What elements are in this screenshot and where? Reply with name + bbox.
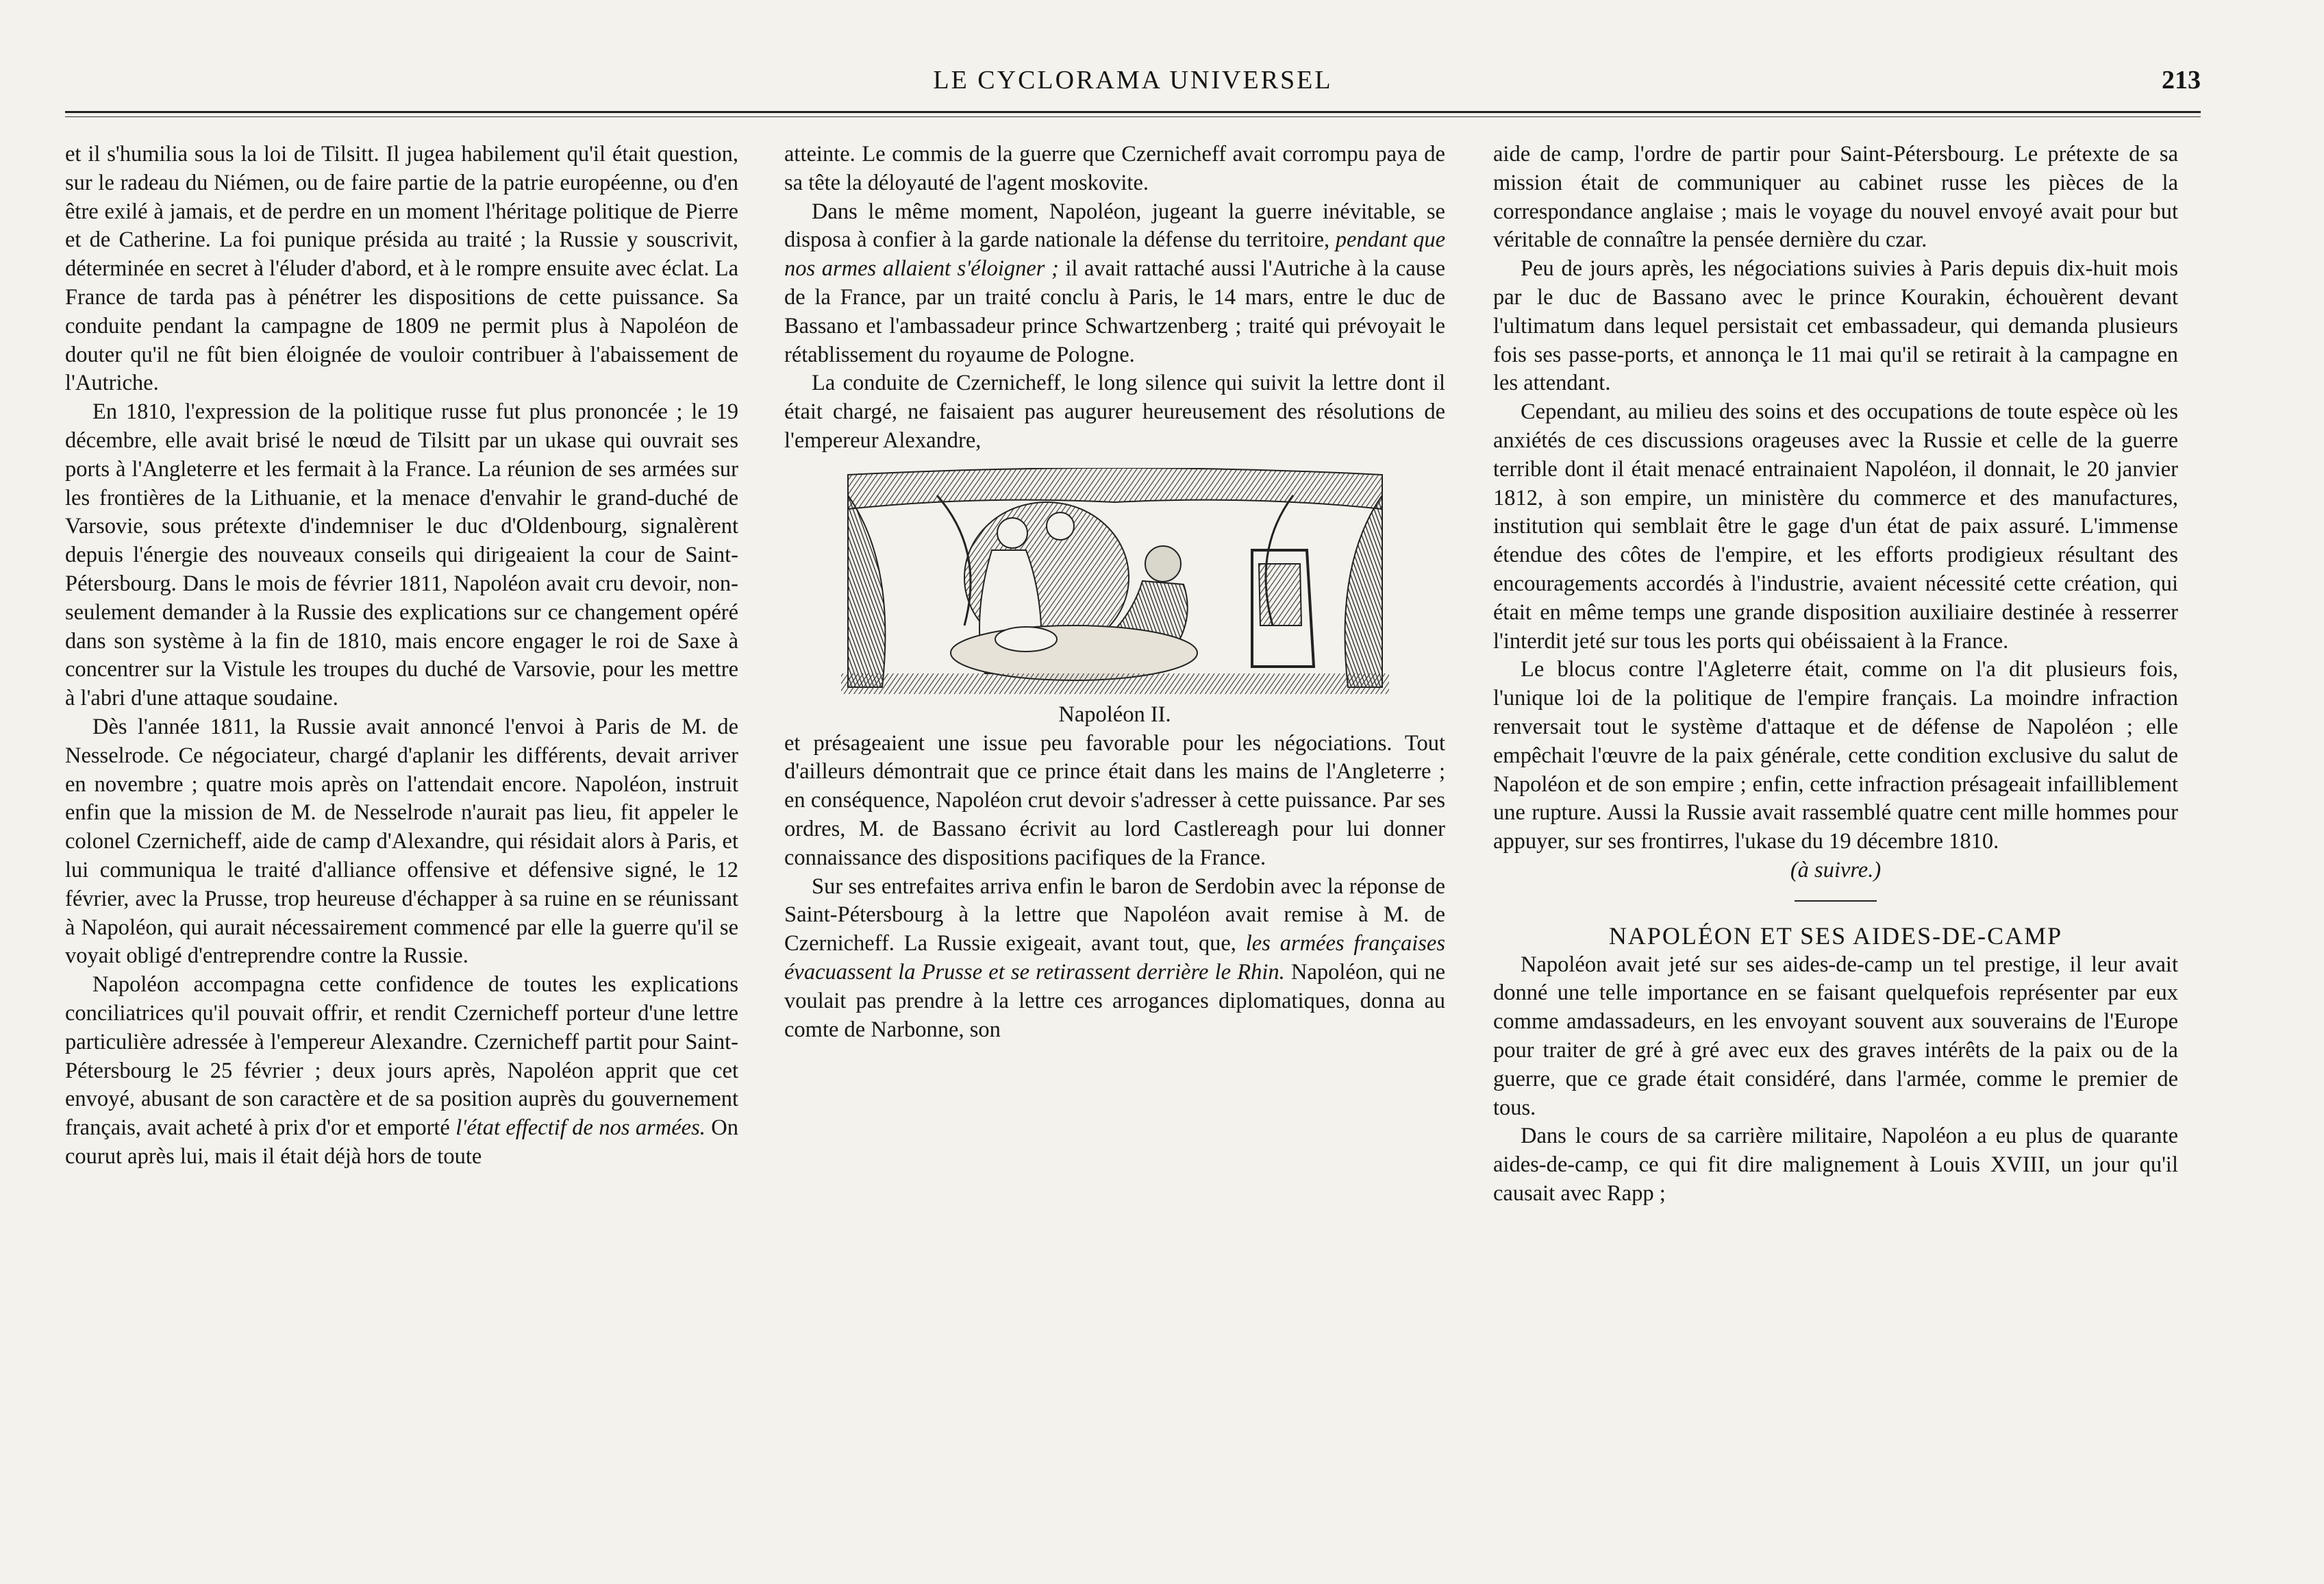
italic-text: pendant que nos armes allaient s'éloigner ;: [784, 227, 1445, 282]
column-1: [65, 140, 738, 1172]
article-title: NAPOLÉON ET SES AIDES-DE-CAMP: [1608, 921, 2063, 950]
paragraph: Dès l'année 1811, la Russie avait annoncé l'envoi à Paris de M. de Nesselrode. Ce négociateur, chargé d'aplanir les différents, devait arriver en novembre ; quatre mois après on l'attendait encore. Napoléon, instruit enfin que la mission de M. de Nesselrode n'aurait pas lieu, fit appeler le colonel Czernicheff, aide de camp d'Alexandre, qui résidait alors à Paris, et lui communiqua le traité d'alliance offensive et défensive signé, le 12 février, avec la Prusse, trop heureuse d'échapper à sa ruine en se réunissant à Napoléon, qui aurait nécessairement commencé par elle la guerre qu'il se voyait obligé d'entreprendre contre la Russie.: [65, 714, 738, 969]
text-run: Napoléon accompagna cette confidence de toutes les explications conciliatrices qu'il pouvait offrir, et rendit Czernicheff porteur d'une lettre particulière adressée à l'empereur Alexandre. Czernicheff partit pour Saint-Pétersbourg le 25 février ; deux jours après, Napoléon apprit que cet envoyé, abusant de son caractère et de sa position auprès du gouvernement français, avait acheté à prix d'or et emporté: [65, 972, 738, 1141]
paragraph: Napoléon avait jeté sur ses aides-de-camp un tel prestige, il leur avait donné une telle importance en se faisant quelquefois représenter par eux comme amdassadeurs, en les envoyant souvent aux souverains de l'Europe pour traiter de gré à gré avec eux des graves intérêts de la paix ou de la guerre, que ce grade était considéré, dans l'armée, comme le premier de tous.: [1493, 952, 2178, 1120]
paragraph: Cependant, au milieu des soins et des occupations de toute espèce où les anxiétés de ces discussions orageuses avec la Russie et celle de la guerre terrible dont il était menacé entrainaient Napoléon, il donnait, le 20 janvier 1812, à son empire, un ministère du commerce et des manufactures, institution qui semblait être le gage d'un état de paix assuré. L'immense étendue des côtes de l'empire, et les efforts prodigieux résultant des encouragements accordés à l'industrie, avaient nécessité cette création, qui était en même temps une grande disposition auxiliaire destinée à resserrer l'interdit jeté sur tous les ports qui obéissaient à la France.: [1493, 399, 2178, 654]
text-run: Dans le même moment, Napoléon, jugeant la guerre inévitable, se disposa à confier à la garde nationale la défense du territoire,: [784, 199, 1445, 253]
text-run: On courut après lui, mais il était déjà hors de toute: [65, 1115, 739, 1169]
column-2: [784, 140, 1445, 1044]
paragraph: [784, 198, 1445, 370]
paragraph: [65, 971, 738, 1172]
paragraph: En 1810, l'expression de la politique russe fut plus prononcée ; le 19 décembre, elle avait brisé le nœud de Tilsitt par un ukase qui ouvrait ses ports à l'Angleterre et les fermait à la France. La réunion de ses armées sur les frontières de la Lithuanie, et la menace d'envahir le grand-duché de Varsovie, sous prétexte d'indemniser le duc d'Oldenbourg, signalèrent depuis l'énergie des nouveaux conseils qui dirigeaient la cour de Saint-Pétersbourg. Dans le mois de février 1811, Napoléon avait cru devoir, non-seulement demander à la Russie des explications sur ce changement opéré dans son système à la fin de 1810, mais encore engager le roi de Saxe à concentrer sur la Vistule les troupes du duché de Varsovie, pour les mettre à l'abri d'une attaque soudaine.: [65, 399, 738, 711]
paragraph: atteinte. Le commis de la guerre que Czernicheff avait corrompu paya de sa tête la déloyauté de l'agent moskovite.: [784, 142, 1445, 195]
page-header: [65, 65, 2201, 106]
paragraph: Le blocus contre l'Agleterre était, comme on l'a dit plusieurs fois, l'unique loi de la politique de l'empire français. La moindre infraction renversait tout le système d'attaque et de défense de Napoléon ; elle empêchait l'œuvre de la paix générale, cette condition exclusive du salut de Napoléon et de son empire ; enfin, cette infraction présageait infailliblement une rupture. Aussi la Russie avait rassemblé quatre cent mille hommes pour appuyer, sur ses frontirres, l'ukase du 19 décembre 1810.: [1493, 657, 2178, 854]
text-run: Napoléon, qui ne voulait pas prendre à la lettre ces arrogances diplomatiques, donna au comte de Narbonne, son: [784, 959, 1445, 1042]
section-divider: [1795, 900, 1877, 902]
italic-text: les armées françaises évacuassent la Prusse et se retirassent derrière le Rhin.: [784, 931, 1445, 985]
running-title: LE CYCLORAMA UNIVERSEL: [933, 66, 1333, 95]
text-run: il avait rattaché aussi l'Autriche à la cause de la France, par un traité conclu à Paris, le 14 mars, entre le duc de Bassano et l'ambassadeur prince Schwartzenberg ; traité qui prévoyait le rétablissement du royaume de Pologne.: [784, 256, 1445, 367]
header-rule-thin: [65, 116, 2201, 117]
paragraph: Peu de jours après, les négociations suivies à Paris depuis dix-huit mois par le duc de Bassano avec le prince Kourakin, échouèrent devant l'ultimatum dans lequel persistait cet embassadeur, qui demanda plusieurs fois ses passe-ports, et annonça le 11 mai qu'il se retirait à la campagne en les attendant.: [1493, 256, 2178, 396]
paragraph: Dans le cours de sa carrière militaire, Napoléon a eu plus de quarante aides-de-camp, ce qui fit dire malignement à Louis XVIII, un jour qu'il causait avec Rapp ;: [1493, 1124, 2178, 1206]
column-3: [1493, 140, 2178, 1209]
engraving-illustration: [841, 468, 1389, 694]
paragraph: aide de camp, l'ordre de partir pour Saint-Pétersbourg. Le prétexte de sa mission était de communiquer au cabinet russe les pièces de la correspondance anglaise ; mais le voyage du nouvel envoyé avait pour but véritable de connaître la pensée dernière du czar.: [1493, 142, 2178, 253]
paragraph: et il s'humilia sous la loi de Tilsitt. Il jugea habilement qu'il était question, sur le radeau du Niémen, ou de faire partie de la patrie européenne, ou d'en être exilé à jamais, et de perdre en un moment l'héritage politique de Pierre et de Catherine. La foi punique présida au traité ; la Russie y souscrivit, déterminée en secret à l'éluder d'abord, et à le rompre ensuite avec éclat. La France de tarda pas à pénétrer les dispositions de cette puissance. Sa conduite pendant la campagne de 1809 ne permit plus à Napoléon de douter qu'il ne fût bien éloignée de vouloir contribuer à l'abaissement de l'Autriche.: [65, 142, 738, 396]
text-run: Sur ses entrefaites arriva enfin le baron de Serdobin avec la réponse de Saint-Pétersbourg à la lettre que Napoléon avait remise à M. de Czernicheff. La Russie exigeait, avant tout, que,: [784, 874, 1445, 956]
page-number: 213: [2162, 66, 2201, 95]
to-be-continued: (à suivre.): [1790, 857, 1882, 882]
figure-caption: Napoléon II.: [1058, 702, 1171, 727]
paragraph: La conduite de Czernicheff, le long silence qui suivit la lettre dont il était chargé, ne faisaient pas augurer heureusement des résolutions de l'empereur Alexandre,: [784, 371, 1445, 453]
paragraph: et présageaient une issue peu favorable pour les négociations. Tout d'ailleurs démontrait que ce prince était dans les mains de l'Angleterre ; en conséquence, Napoléon crut devoir s'adresser à cette puissance. Par ses ordres, M. de Bassano écrivit au lord Castlereagh pour lui donner connaissance des dispositions pacifiques de la France.: [784, 730, 1445, 870]
paragraph: [784, 873, 1445, 1045]
italic-text: l'état effectif de nos armées.: [455, 1115, 705, 1141]
header-rule: [65, 111, 2201, 113]
